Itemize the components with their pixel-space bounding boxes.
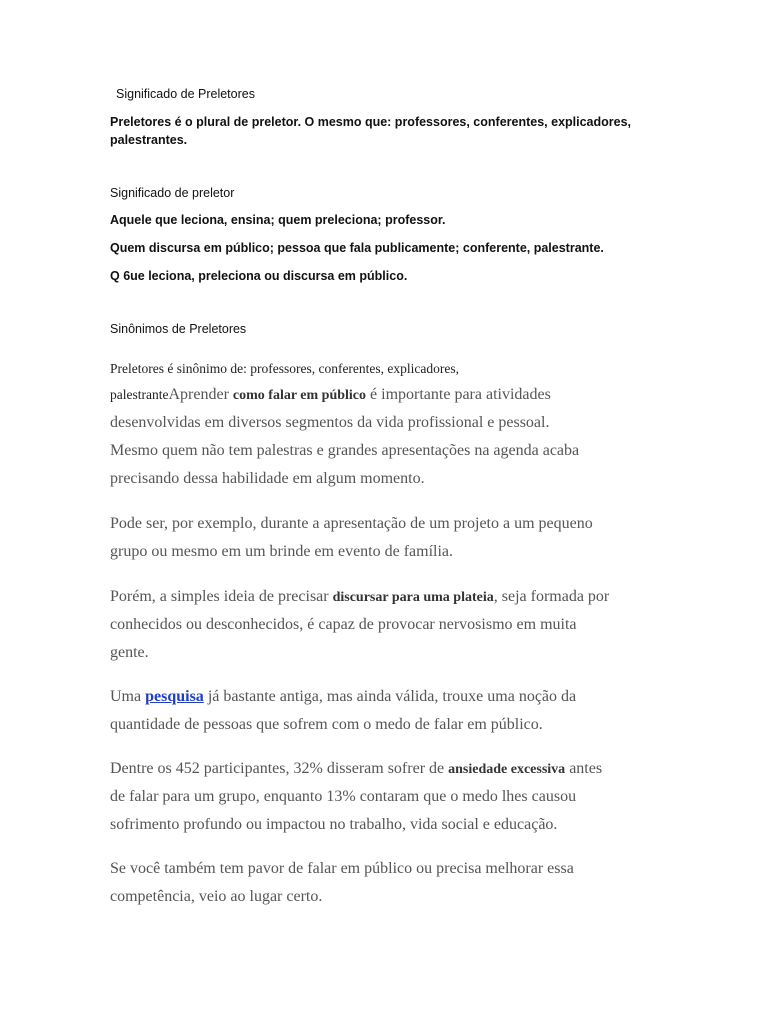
bold-phrase: ansiedade excessiva <box>448 762 566 777</box>
paragraph-line: Preletores é o plural de preletor. O mesmo que: professores, conferentes, explicadores, <box>110 115 632 129</box>
definition-line: Q 6ue leciona, preleciona ou discursa em público. <box>110 269 408 283</box>
article-line: quantidade de pessoas que sofrem com o medo de falar em público. <box>110 716 543 733</box>
article-line: Mesmo quem não tem palestras e grandes apresentações na agenda acaba <box>110 442 580 459</box>
article-text: , seja formada por <box>493 588 610 605</box>
article-text: Aprender <box>168 386 233 403</box>
article-line <box>110 760 602 778</box>
bold-phrase: discursar para uma plateia <box>332 590 494 605</box>
synonyms-line: Preletores é sinônimo de: professores, conferentes, explicadores, <box>110 361 460 376</box>
article-line: conhecidos ou desconhecidos, é capaz de provocar nervosismo em muita <box>110 616 577 633</box>
article-text: é importante para atividades <box>366 386 551 403</box>
article-line: sofrimento profundo ou impactou no trabalho, vida social e educação. <box>110 816 558 833</box>
definition-line: Aquele que leciona, ensina; quem preleciona; professor. <box>110 213 446 227</box>
article-text: já bastante antiga, mas ainda válida, trouxe uma noção da <box>203 688 577 705</box>
definition-line: Quem discursa em público; pessoa que fala publicamente; conferente, palestrante. <box>110 241 604 255</box>
article-line: Pode ser, por exemplo, durante a apresentação de um projeto a um pequeno <box>110 515 593 532</box>
article-line: gente. <box>110 644 149 661</box>
article-text: Uma <box>110 688 146 705</box>
article-line: grupo ou mesmo em um brinde em evento de família. <box>110 543 454 560</box>
bold-phrase: como falar em público <box>232 388 367 403</box>
article-text: Porém, a simples ideia de precisar <box>110 588 333 605</box>
synonym-tail: palestrante <box>110 387 169 402</box>
article-text: antes <box>565 760 603 777</box>
paragraph-line: palestrantes. <box>110 133 188 147</box>
article-line <box>110 386 551 404</box>
heading-significado-preletor: Significado de preletor <box>110 186 235 200</box>
article-line: competência, veio ao lugar certo. <box>110 888 323 905</box>
heading-sinonimos: Sinônimos de Preletores <box>110 322 247 336</box>
pesquisa-link[interactable]: pesquisa <box>145 688 204 705</box>
heading-significado-preletores: Significado de Preletores <box>116 87 255 101</box>
article-line <box>110 688 576 706</box>
article-line: precisando dessa habilidade em algum momento. <box>110 470 425 487</box>
article-line: de falar para um grupo, enquanto 13% contaram que o medo lhes causou <box>110 788 577 805</box>
article-text: Dentre os 452 participantes, 32% disseram sofrer de <box>110 760 449 777</box>
article-line <box>110 588 609 606</box>
article-line: desenvolvidas em diversos segmentos da vida profissional e pessoal. <box>110 414 550 431</box>
article-line: Se você também tem pavor de falar em público ou precisa melhorar essa <box>110 860 574 877</box>
